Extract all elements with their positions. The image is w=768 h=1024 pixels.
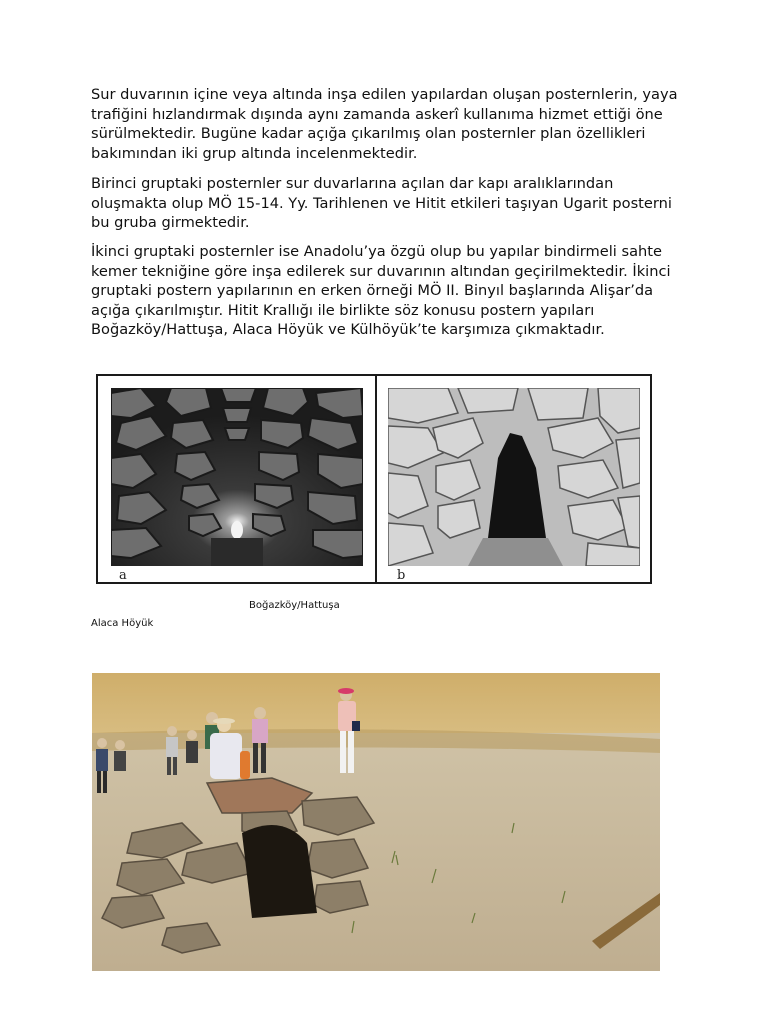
figure-divider <box>375 376 377 582</box>
figure-label-b: b <box>397 568 406 583</box>
paragraph-2: Birinci gruptaki posternler sur duvarlarına açılan dar kapı aralıklarından oluşmakta olup MÖ 15-14. Yy. Tarihlenen ve Hitit etkileri taşıyan Ugarit posterni bu gruba girmektedir. <box>91 175 672 232</box>
alaca-hoyuk-postern-photo <box>92 673 660 971</box>
postern-entrance-photo-b <box>388 388 640 566</box>
postern-figure-panel <box>96 374 652 584</box>
postern-tunnel-photo-a <box>111 388 363 566</box>
caption-alaca-hoyuk: Alaca Höyük <box>91 618 154 629</box>
paragraph-1: Sur duvarının içine veya altında inşa edilen yapılardan oluşan posternlerin, yaya trafiğini hızlandırmak dışında aynı zamanda askerî kullanıma hizmet ettiği öne sürülmektedir. Bugüne kadar açığa çıkarılmış olan posternler plan özellikleri bakımından iki grup altında incelenmektedir. <box>91 86 678 162</box>
caption-bogazkoy-hattusa: Boğazköy/Hattuşa <box>249 600 340 611</box>
figure-label-a: a <box>119 568 127 583</box>
paragraph-3: İkinci gruptaki posternler ise Anadolu’ya özgü olup bu yapılar bindirmeli sahte kemer tekniğine göre inşa edilerek sur duvarının altından geçirilmektedir. İkinci gruptaki postern yapılarının en erken örneği MÖ II. Binyıl başlarında Alişar’da açığa çıkarılmıştır. Hitit Krallığı ile birlikte söz konusu postern yapıları Boğazköy/Hattuşa, Alaca Höyük ve Külhöyük’te karşımıza çıkmaktadır. <box>91 243 671 339</box>
